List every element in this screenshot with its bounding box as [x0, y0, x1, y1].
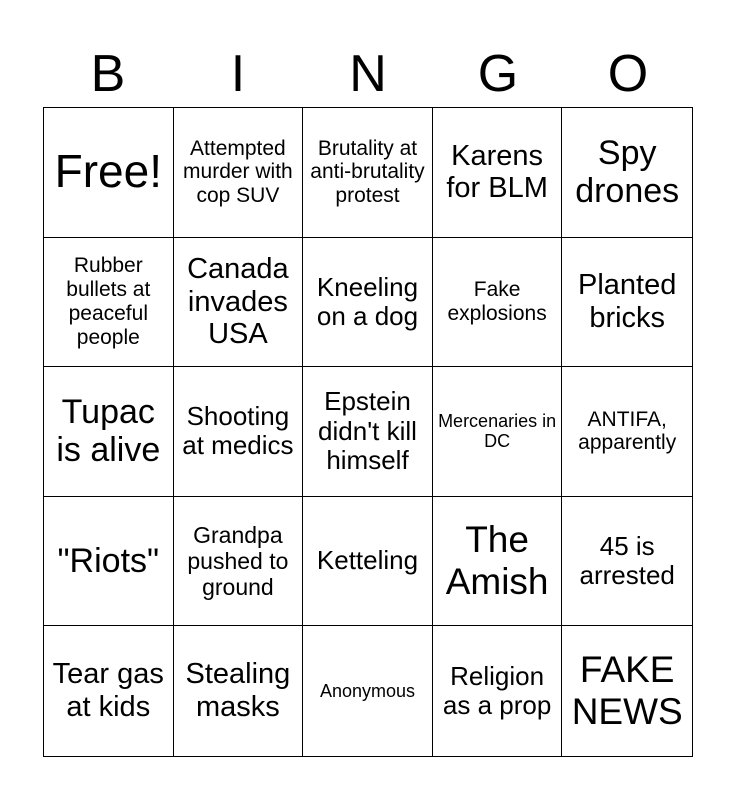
bingo-cell[interactable] [303, 497, 433, 627]
bingo-cell[interactable] [562, 108, 692, 238]
bingo-cell[interactable] [433, 626, 563, 756]
bingo-cell[interactable] [433, 367, 563, 497]
bingo-cell[interactable] [44, 497, 174, 627]
bingo-cell[interactable] [303, 108, 433, 238]
header-letter-g: G [477, 45, 519, 103]
cell-text: Karens for BLM [446, 139, 548, 205]
cell-text: Free! [54, 145, 162, 198]
bingo-cell[interactable] [562, 367, 692, 497]
cell-text: Mercenaries in DC [438, 411, 557, 452]
cell-text: Planted bricks [578, 269, 677, 334]
bingo-cell[interactable] [174, 626, 304, 756]
bingo-cell[interactable] [433, 497, 563, 627]
bingo-cell[interactable] [44, 626, 174, 756]
cell-text: Brutality at anti-brutality protest [310, 136, 425, 208]
cell-text: 45 is arrested [579, 530, 675, 591]
bingo-cell[interactable] [44, 367, 174, 497]
bingo-cell[interactable] [303, 238, 433, 368]
cell-text: Attempted murder with cop SUV [183, 136, 293, 208]
header-letter-i: I [230, 45, 246, 103]
cell-text: Tupac is alive [56, 393, 161, 470]
cell-text: Tear gas at kids [52, 658, 164, 724]
cell-text: Epstein didn't kill himself [318, 386, 417, 476]
bingo-cell[interactable] [562, 238, 692, 368]
bingo-cell[interactable] [433, 108, 563, 238]
cell-text: ANTIFA, apparently [578, 407, 677, 455]
header-letter-o: O [607, 45, 649, 103]
cell-text: Canada invades USA [187, 252, 289, 351]
bingo-cell[interactable] [174, 497, 304, 627]
cell-text: Stealing masks [185, 658, 291, 724]
bingo-cell[interactable] [174, 108, 304, 238]
bingo-cell[interactable] [44, 238, 174, 368]
bingo-header [43, 44, 693, 104]
bingo-cell[interactable] [562, 626, 692, 756]
cell-text: FAKE NEWS [571, 649, 683, 733]
bingo-cell[interactable] [433, 238, 563, 368]
bingo-cell[interactable] [174, 367, 304, 497]
cell-text: Religion as a prop [442, 660, 552, 721]
header-letter-b: B [90, 45, 126, 103]
cell-text: Fake explosions [447, 278, 547, 325]
bingo-cell[interactable] [303, 626, 433, 756]
cell-text: Rubber bullets at peaceful people [66, 254, 151, 349]
bingo-cell[interactable] [303, 367, 433, 497]
cell-text: Shooting at medics [182, 401, 294, 461]
header-letter-n: N [349, 45, 387, 103]
bingo-board [43, 107, 693, 757]
cell-text: Anonymous [319, 681, 416, 702]
bingo-cell[interactable] [562, 497, 692, 627]
bingo-cell[interactable] [44, 108, 174, 238]
cell-text: The Amish [445, 519, 549, 603]
cell-text: Kneeling on a dog [316, 271, 419, 331]
cell-text: Ketteling [316, 545, 419, 576]
cell-text: Spy drones [575, 133, 680, 211]
bingo-cell[interactable] [174, 238, 304, 368]
cell-text: Grandpa pushed to ground [187, 522, 289, 601]
cell-text: "Riots" [57, 541, 160, 580]
